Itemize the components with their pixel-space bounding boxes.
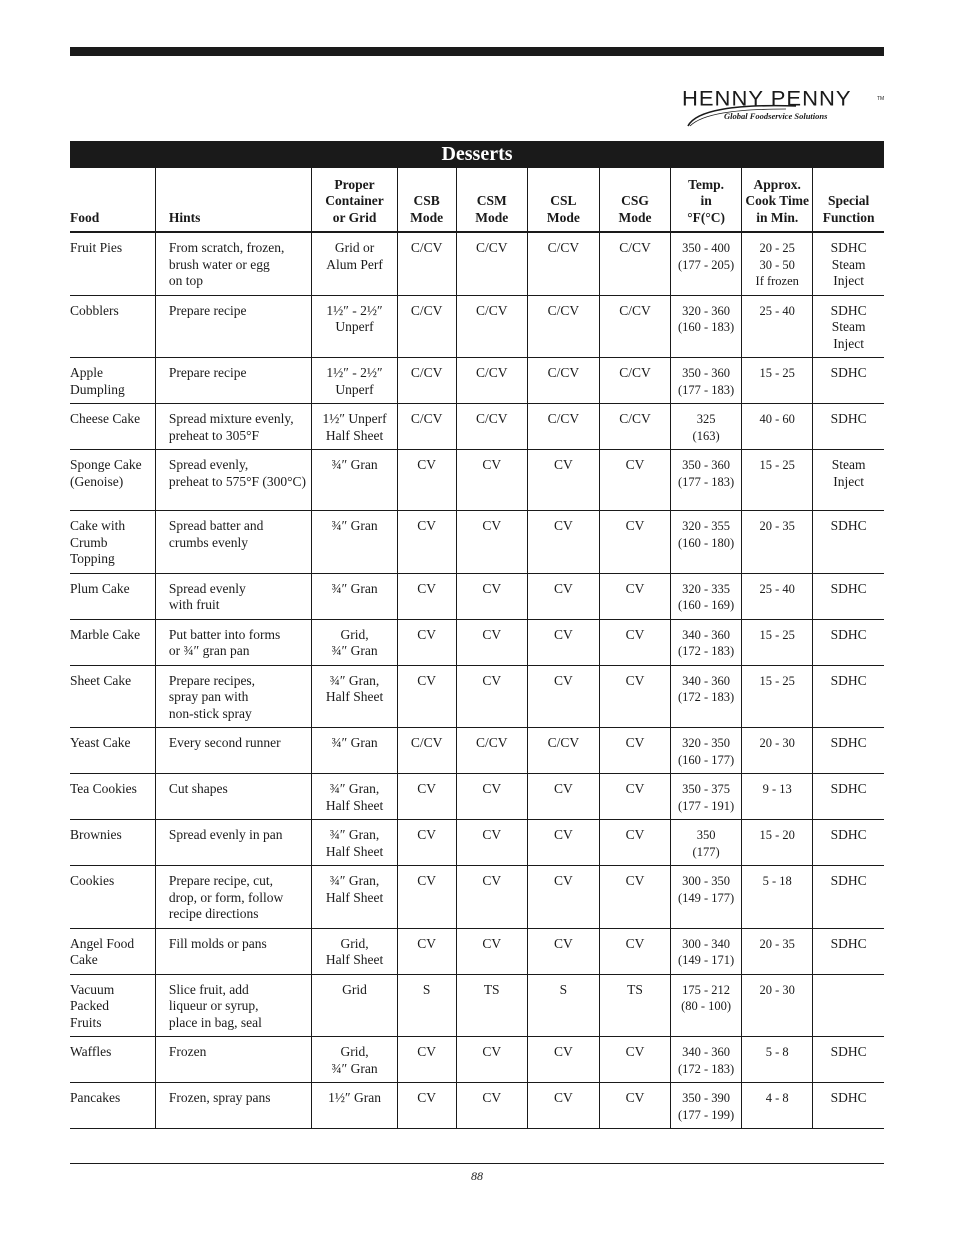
cell-food: Cobblers xyxy=(70,295,155,358)
cell-food: Sponge Cake (Genoise) xyxy=(70,450,155,511)
cell-csb-mode: CV xyxy=(397,928,456,974)
cell-container: ¾″ Gran xyxy=(312,573,397,619)
table-row xyxy=(70,866,884,929)
cell-csm-mode: C/CV xyxy=(456,728,527,774)
cell-container: ¾″ Gran, Half Sheet xyxy=(312,665,397,728)
cell-csg-mode: CV xyxy=(599,619,670,665)
cell-special-function: SDHC xyxy=(813,1037,884,1083)
cell-csg-mode: CV xyxy=(599,665,670,728)
table-row xyxy=(70,774,884,820)
cell-hints: Spread evenly with fruit xyxy=(155,573,311,619)
cell-special-function: SDHC xyxy=(813,619,884,665)
cell-cook-time: 20 - 35 xyxy=(742,511,813,574)
cell-csl-mode: C/CV xyxy=(527,404,599,450)
table-row xyxy=(70,728,884,774)
cell-food: Cookies xyxy=(70,866,155,929)
logo-trademark: TM xyxy=(877,96,885,102)
cell-cook-time: 20 - 35 xyxy=(742,928,813,974)
cell-temperature: 300 - 350 (149 - 177) xyxy=(671,866,742,929)
cell-food: Angel Food Cake xyxy=(70,928,155,974)
cell-cook-time: 9 - 13 xyxy=(742,774,813,820)
cell-csg-mode: C/CV xyxy=(599,404,670,450)
table-row xyxy=(70,295,884,358)
cell-csg-mode: C/CV xyxy=(599,232,670,295)
cell-csb-mode: C/CV xyxy=(397,232,456,295)
table-row xyxy=(70,1037,884,1083)
cell-cook-time: 15 - 25 xyxy=(742,358,813,404)
cell-csm-mode: CV xyxy=(456,665,527,728)
cell-cook-time: 15 - 25 xyxy=(742,450,813,511)
cell-csm-mode: CV xyxy=(456,820,527,866)
cell-csm-mode: C/CV xyxy=(456,358,527,404)
cell-container: Grid, ¾″ Gran xyxy=(312,619,397,665)
cell-temperature: 350 - 360 (177 - 183) xyxy=(671,358,742,404)
cell-food: Pancakes xyxy=(70,1083,155,1129)
table-row xyxy=(70,619,884,665)
cell-csg-mode: TS xyxy=(599,974,670,1037)
cell-cook-time: 4 - 8 xyxy=(742,1083,813,1129)
header-csg: CSG Mode xyxy=(599,168,670,232)
cell-food: Waffles xyxy=(70,1037,155,1083)
cell-csb-mode: C/CV xyxy=(397,404,456,450)
cell-special-function: SDHC xyxy=(813,728,884,774)
cell-cook-time: 15 - 20 xyxy=(742,820,813,866)
table-row xyxy=(70,1083,884,1129)
cell-hints: Prepare recipe xyxy=(155,358,311,404)
cell-csg-mode: CV xyxy=(599,1083,670,1129)
cell-csg-mode: C/CV xyxy=(599,295,670,358)
cell-csm-mode: CV xyxy=(456,619,527,665)
cell-special-function: SDHC xyxy=(813,1083,884,1129)
cell-csg-mode: CV xyxy=(599,511,670,574)
cell-cook-time: 40 - 60 xyxy=(742,404,813,450)
cell-container: ¾″ Gran, Half Sheet xyxy=(312,866,397,929)
table-row xyxy=(70,450,884,511)
cell-csb-mode: CV xyxy=(397,820,456,866)
table-row xyxy=(70,820,884,866)
header-special: Special Function xyxy=(813,168,884,232)
header-csm: CSM Mode xyxy=(456,168,527,232)
header-csb: CSB Mode xyxy=(397,168,456,232)
cell-csm-mode: CV xyxy=(456,511,527,574)
cell-csg-mode: CV xyxy=(599,573,670,619)
cell-csl-mode: C/CV xyxy=(527,295,599,358)
cell-cook-time: 25 - 40 xyxy=(742,295,813,358)
table-row xyxy=(70,404,884,450)
cell-temperature: 350 - 375 (177 - 191) xyxy=(671,774,742,820)
cell-csb-mode: CV xyxy=(397,573,456,619)
cell-food: Yeast Cake xyxy=(70,728,155,774)
cell-food: Vacuum Packed Fruits xyxy=(70,974,155,1037)
cell-hints: Fill molds or pans xyxy=(155,928,311,974)
cell-hints: Prepare recipe, cut, drop, or form, follow recipe directions xyxy=(155,866,311,929)
table-row xyxy=(70,232,884,295)
top-rule xyxy=(70,47,884,56)
cell-container: 1½″ Unperf Half Sheet xyxy=(312,404,397,450)
cell-special-function: Steam Inject xyxy=(813,450,884,511)
cell-csl-mode: C/CV xyxy=(527,232,599,295)
cell-csm-mode: CV xyxy=(456,866,527,929)
cell-csg-mode: CV xyxy=(599,866,670,929)
header-hints: Hints xyxy=(155,168,311,232)
cell-food: Plum Cake xyxy=(70,573,155,619)
cell-temperature: 320 - 360 (160 - 183) xyxy=(671,295,742,358)
cell-csg-mode: CV xyxy=(599,728,670,774)
cell-csb-mode: S xyxy=(397,974,456,1037)
cell-csg-mode: CV xyxy=(599,774,670,820)
cell-cook-time: 20 - 30 xyxy=(742,974,813,1037)
cell-special-function: SDHC xyxy=(813,511,884,574)
page-number: 88 xyxy=(471,1169,483,1183)
cell-hints: Frozen, spray pans xyxy=(155,1083,311,1129)
cell-csg-mode: CV xyxy=(599,928,670,974)
cell-csg-mode: CV xyxy=(599,820,670,866)
cell-csl-mode: CV xyxy=(527,450,599,511)
henny-penny-logo xyxy=(676,80,886,128)
cell-hints: Cut shapes xyxy=(155,774,311,820)
cell-csm-mode: C/CV xyxy=(456,232,527,295)
header-cook-time: Approx. Cook Time in Min. xyxy=(742,168,813,232)
cell-container: ¾″ Gran, Half Sheet xyxy=(312,820,397,866)
cell-temperature: 320 - 335 (160 - 169) xyxy=(671,573,742,619)
logo-brand: HENNY PENNY xyxy=(682,86,852,111)
cell-special-function: SDHC xyxy=(813,404,884,450)
cell-cook-time: 25 - 40 xyxy=(742,573,813,619)
cell-csb-mode: CV xyxy=(397,1037,456,1083)
cell-container: Grid xyxy=(312,974,397,1037)
cell-csb-mode: CV xyxy=(397,511,456,574)
cell-csb-mode: C/CV xyxy=(397,728,456,774)
cell-container: Grid or Alum Perf xyxy=(312,232,397,295)
cell-food: Cake with Crumb Topping xyxy=(70,511,155,574)
cell-hints: Put batter into forms or ¾″ gran pan xyxy=(155,619,311,665)
cell-food: Cheese Cake xyxy=(70,404,155,450)
cell-cook-time: 20 - 30 xyxy=(742,728,813,774)
header-container: Proper Container or Grid xyxy=(312,168,397,232)
cell-csl-mode: C/CV xyxy=(527,728,599,774)
cell-hints: From scratch, frozen, brush water or egg on top xyxy=(155,232,311,295)
cell-csl-mode: CV xyxy=(527,1037,599,1083)
cell-cook-time: 5 - 8 xyxy=(742,1037,813,1083)
cell-csb-mode: C/CV xyxy=(397,358,456,404)
cell-hints: Spread mixture evenly, preheat to 305°F xyxy=(155,404,311,450)
cell-csm-mode: CV xyxy=(456,928,527,974)
cell-csg-mode: C/CV xyxy=(599,358,670,404)
cell-container: Grid, Half Sheet xyxy=(312,928,397,974)
cell-container: ¾″ Gran xyxy=(312,728,397,774)
cell-container: 1½″ Gran xyxy=(312,1083,397,1129)
logo-tagline: Global Foodservice Solutions xyxy=(724,111,828,121)
cell-food: Fruit Pies xyxy=(70,232,155,295)
cell-csl-mode: CV xyxy=(527,665,599,728)
cell-cook-time: 5 - 18 xyxy=(742,866,813,929)
cell-csg-mode: CV xyxy=(599,450,670,511)
header-row xyxy=(70,168,884,232)
cell-csm-mode: CV xyxy=(456,1083,527,1129)
cell-temperature: 350 (177) xyxy=(671,820,742,866)
cell-csl-mode: CV xyxy=(527,774,599,820)
cell-csm-mode: C/CV xyxy=(456,295,527,358)
cell-csl-mode: C/CV xyxy=(527,358,599,404)
cell-temperature: 320 - 350 (160 - 177) xyxy=(671,728,742,774)
cell-special-function: SDHC xyxy=(813,820,884,866)
cell-temperature: 325 (163) xyxy=(671,404,742,450)
cell-temperature: 340 - 360 (172 - 183) xyxy=(671,665,742,728)
cell-hints: Prepare recipes, spray pan with non-stick spray xyxy=(155,665,311,728)
cell-food: Apple Dumpling xyxy=(70,358,155,404)
cell-special-function xyxy=(813,974,884,1037)
cell-csl-mode: CV xyxy=(527,866,599,929)
cell-container: ¾″ Gran, Half Sheet xyxy=(312,774,397,820)
bottom-rule xyxy=(70,1163,884,1164)
cell-hints: Every second runner xyxy=(155,728,311,774)
cell-csm-mode: CV xyxy=(456,1037,527,1083)
table-row xyxy=(70,928,884,974)
header-food: Food xyxy=(70,168,155,232)
cell-hints: Spread evenly, preheat to 575°F (300°C) xyxy=(155,450,311,511)
cell-csm-mode: C/CV xyxy=(456,404,527,450)
cell-csl-mode: CV xyxy=(527,1083,599,1129)
cell-special-function: SDHC xyxy=(813,665,884,728)
cell-csg-mode: CV xyxy=(599,1037,670,1083)
cell-csm-mode: TS xyxy=(456,974,527,1037)
cell-csm-mode: CV xyxy=(456,774,527,820)
cell-csb-mode: CV xyxy=(397,450,456,511)
cell-special-function: SDHC Steam Inject xyxy=(813,232,884,295)
cell-special-function: SDHC xyxy=(813,358,884,404)
cell-csm-mode: CV xyxy=(456,573,527,619)
cell-food: Tea Cookies xyxy=(70,774,155,820)
desserts-table xyxy=(70,168,884,1129)
cell-hints: Spread batter and crumbs evenly xyxy=(155,511,311,574)
table-row xyxy=(70,573,884,619)
cell-food: Sheet Cake xyxy=(70,665,155,728)
cell-csm-mode: CV xyxy=(456,450,527,511)
cell-container: ¾″ Gran xyxy=(312,450,397,511)
cell-csl-mode: CV xyxy=(527,619,599,665)
cell-special-function: SDHC Steam Inject xyxy=(813,295,884,358)
cell-special-function: SDHC xyxy=(813,573,884,619)
cell-hints: Prepare recipe xyxy=(155,295,311,358)
cell-temperature: 300 - 340 (149 - 171) xyxy=(671,928,742,974)
cell-food: Marble Cake xyxy=(70,619,155,665)
cell-hints: Slice fruit, add liqueur or syrup, place in bag, seal xyxy=(155,974,311,1037)
cell-temperature: 175 - 212 (80 - 100) xyxy=(671,974,742,1037)
cell-csl-mode: CV xyxy=(527,573,599,619)
cell-csl-mode: CV xyxy=(527,820,599,866)
table-row xyxy=(70,974,884,1037)
table-row xyxy=(70,665,884,728)
cell-csl-mode: S xyxy=(527,974,599,1037)
header-csl: CSL Mode xyxy=(527,168,599,232)
cell-special-function: SDHC xyxy=(813,774,884,820)
cell-csb-mode: CV xyxy=(397,665,456,728)
cell-temperature: 350 - 400 (177 - 205) xyxy=(671,232,742,295)
cell-csl-mode: CV xyxy=(527,928,599,974)
cell-temperature: 350 - 360 (177 - 183) xyxy=(671,450,742,511)
cell-cook-time: 20 - 25 30 - 50 If frozen xyxy=(742,232,813,295)
section-title: Desserts xyxy=(70,141,884,168)
cell-cook-time: 15 - 25 xyxy=(742,619,813,665)
cell-temperature: 340 - 360 (172 - 183) xyxy=(671,1037,742,1083)
cell-food: Brownies xyxy=(70,820,155,866)
cell-hints: Frozen xyxy=(155,1037,311,1083)
cell-container: Grid, ¾″ Gran xyxy=(312,1037,397,1083)
header-temp: Temp. in °F(°C) xyxy=(671,168,742,232)
cell-container: 1½″ - 2½″ Unperf xyxy=(312,358,397,404)
table-row xyxy=(70,511,884,574)
cell-temperature: 320 - 355 (160 - 180) xyxy=(671,511,742,574)
cell-container: ¾″ Gran xyxy=(312,511,397,574)
cell-special-function: SDHC xyxy=(813,866,884,929)
cell-special-function: SDHC xyxy=(813,928,884,974)
cell-csl-mode: CV xyxy=(527,511,599,574)
cell-temperature: 350 - 390 (177 - 199) xyxy=(671,1083,742,1129)
cell-csb-mode: C/CV xyxy=(397,295,456,358)
cell-temperature: 340 - 360 (172 - 183) xyxy=(671,619,742,665)
cell-csb-mode: CV xyxy=(397,774,456,820)
cell-hints: Spread evenly in pan xyxy=(155,820,311,866)
cell-cook-time: 15 - 25 xyxy=(742,665,813,728)
table-row xyxy=(70,358,884,404)
cell-csb-mode: CV xyxy=(397,1083,456,1129)
cell-container: 1½″ - 2½″ Unperf xyxy=(312,295,397,358)
cell-csb-mode: CV xyxy=(397,619,456,665)
cell-csb-mode: CV xyxy=(397,866,456,929)
